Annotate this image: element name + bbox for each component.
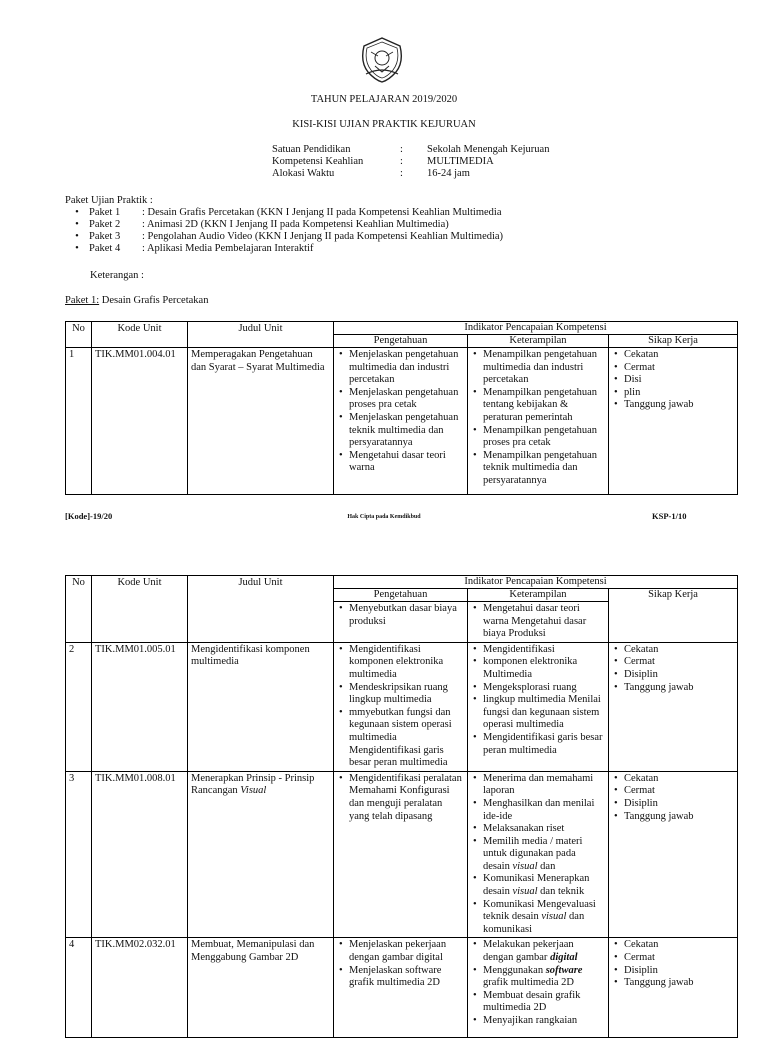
list-item: • Melakukan pekerjaan dengan gambar digital bbox=[471, 939, 605, 964]
info-row bbox=[272, 156, 549, 168]
list-item: • Menjelaskan pengetahuan proses pra cetak bbox=[337, 387, 464, 412]
info-block bbox=[272, 144, 549, 180]
cell-judul: Membuat, Memanipulasi dan Menggabung Gambar 2D bbox=[188, 938, 334, 1038]
list-item: • Menghasilkan dan menilai ide-ide bbox=[471, 798, 605, 823]
list-item: • komponen elektronika Multimedia bbox=[471, 656, 605, 681]
list-item: • Paket 1 : Desain Grafis Percetakan (KKN I Jenjang II pada Kompetensi Keahlian Multimedia bbox=[75, 207, 502, 218]
cell-no: 3 bbox=[66, 771, 92, 938]
list-item: • Cekatan bbox=[612, 349, 734, 362]
list-item: • Cermat bbox=[612, 362, 734, 375]
list-item: • Tanggung jawab bbox=[612, 811, 734, 824]
info-sep: : bbox=[400, 156, 403, 167]
list-item: • Tanggung jawab bbox=[612, 682, 734, 695]
cell-keterampilan bbox=[468, 642, 609, 771]
cell-kode: TIK.MM01.008.01 bbox=[92, 771, 188, 938]
info-sep: : bbox=[400, 144, 403, 155]
list-item: • mmyebutkan fungsi dan kegunaan sistem operasi multimedia Mengidentifikasi garis besar peran multimedia bbox=[337, 707, 464, 770]
info-value: 16-24 jam bbox=[427, 168, 470, 179]
list-item: • Menggunakan software grafik multimedia 2D bbox=[471, 965, 605, 990]
list-item: • Komunikasi Mengevaluasi teknik desain visual dan komunikasi bbox=[471, 899, 605, 937]
list-item: • Komunikasi Menerapkan desain visual dan teknik bbox=[471, 873, 605, 898]
list-item: • Cekatan bbox=[612, 644, 734, 657]
cell-judul: Memperagakan Pengetahuan dan Syarat – Syarat Multimedia bbox=[188, 348, 334, 495]
col-header-pengetahuan: Pengetahuan bbox=[334, 335, 468, 348]
info-key: Kompetensi Keahlian bbox=[272, 156, 364, 167]
cell-no: 2 bbox=[66, 642, 92, 771]
table-row bbox=[66, 348, 738, 495]
list-item: • Menyajikan rangkaian bbox=[471, 1015, 605, 1028]
col-header-judul: Judul Unit bbox=[188, 576, 334, 643]
cell-pengetahuan bbox=[334, 348, 468, 495]
list-item: • plin bbox=[612, 387, 734, 400]
cell-sikap bbox=[609, 771, 738, 938]
list-item: • Mengidentifikasi garis besar peran multimedia bbox=[471, 732, 605, 757]
footer-code: [Kode]-19/20 bbox=[65, 511, 113, 521]
info-sep: : bbox=[400, 168, 403, 179]
list-item: • Disiplin bbox=[612, 669, 734, 682]
cell-kode: TIK.MM01.005.01 bbox=[92, 642, 188, 771]
list-item: • Menampilkan pengetahuan teknik multimedia dan persyaratannya bbox=[471, 450, 605, 488]
list-item: • Menjelaskan pengetahuan teknik multimedia dan persyaratannya bbox=[337, 412, 464, 450]
list-item: • Menjelaskan pekerjaan dengan gambar digital bbox=[337, 939, 464, 964]
list-item: • Paket 3 : Pengolahan Audio Video (KKN I Jenjang II pada Kompetensi Keahlian Multimedia) bbox=[75, 231, 504, 242]
list-item: • Mengidentifikasi bbox=[471, 644, 605, 657]
cell-keterampilan bbox=[468, 348, 609, 495]
paket1-heading: Paket 1: Desain Grafis Percetakan bbox=[65, 295, 209, 306]
document-year-title: TAHUN PELAJARAN 2019/2020 bbox=[310, 94, 458, 105]
col-header-kode: Kode Unit bbox=[92, 576, 188, 643]
col-header-sikap: Sikap Kerja bbox=[609, 589, 738, 643]
list-item: • Menerima dan memahami laporan bbox=[471, 773, 605, 798]
list-item: • Menampilkan pengetahuan multimedia dan industri percetakan bbox=[471, 349, 605, 387]
list-item: • Mengetahui dasar teori warna bbox=[337, 450, 464, 475]
info-value: Sekolah Menengah Kejuruan bbox=[427, 144, 550, 155]
list-item: • Mengetahui dasar teori warna Mengetahui dasar biaya Produksi bbox=[471, 603, 605, 641]
list-item: • Menyebutkan dasar biaya produksi bbox=[337, 603, 464, 628]
cell-pengetahuan bbox=[334, 938, 468, 1038]
footer-page: KSP-1/10 bbox=[652, 511, 687, 521]
cell-pengetahuan bbox=[334, 642, 468, 771]
col-header-no: No bbox=[66, 322, 92, 348]
cell-no: 1 bbox=[66, 348, 92, 495]
document-subtitle: KISI-KISI UJIAN PRAKTIK KEJURUAN bbox=[292, 119, 476, 130]
kisi-table-page2 bbox=[65, 575, 738, 1038]
kisi-table-page1 bbox=[65, 321, 738, 495]
cell-sikap bbox=[609, 348, 738, 495]
list-item: • Mengidentifikasi peralatan Memahami Konfigurasi dan menguji peralatan yang telah dipasang bbox=[337, 773, 464, 823]
col-header-no: No bbox=[66, 576, 92, 643]
col-header-pengetahuan: Pengetahuan bbox=[334, 589, 468, 602]
table-row bbox=[66, 771, 738, 938]
col-header-indikator: Indikator Pencapaian Kompetensi bbox=[334, 322, 738, 335]
list-item: • Mendeskripsikan ruang lingkup multimedia bbox=[337, 682, 464, 707]
list-item: • Memilih media / materi untuk digunakan pada desain visual dan bbox=[471, 836, 605, 874]
list-item: • lingkup multimedia Menilai fungsi dan kegunaan sistem operasi multimedia bbox=[471, 694, 605, 732]
list-item: • Paket 2 : Animasi 2D (KKN I Jenjang II pada Kompetensi Keahlian Multimedia) bbox=[75, 219, 449, 230]
paket-list-section bbox=[65, 195, 503, 255]
cell-kode: TIK.MM01.004.01 bbox=[92, 348, 188, 495]
list-item: • Menjelaskan software grafik multimedia 2D bbox=[337, 965, 464, 990]
list-item: • Menampilkan pengetahuan tentang kebijakan & peraturan pemerintah bbox=[471, 387, 605, 425]
cell-judul: Mengidentifikasi komponen multimedia bbox=[188, 642, 334, 771]
list-item: • Mengidentifikasi komponen elektronika multimedia bbox=[337, 644, 464, 682]
list-item: • Melaksanakan riset bbox=[471, 823, 605, 836]
cell-kode: TIK.MM02.032.01 bbox=[92, 938, 188, 1038]
list-item: • Membuat desain grafik multimedia 2D bbox=[471, 990, 605, 1015]
list-item: • Disiplin bbox=[612, 965, 734, 978]
cell-judul: Menerapkan Prinsip - Prinsip Rancangan Visual bbox=[188, 771, 334, 938]
footer-copyright: Hak Cipta pada Kemdikbud bbox=[347, 514, 421, 520]
list-item: • Cermat bbox=[612, 952, 734, 965]
list-item: • Cermat bbox=[612, 656, 734, 669]
info-row bbox=[272, 168, 549, 180]
col-header-indikator: Indikator Pencapaian Kompetensi bbox=[334, 576, 738, 589]
cell-no: 4 bbox=[66, 938, 92, 1038]
tut-wuri-handayani-logo-icon bbox=[356, 36, 408, 84]
cell-keterampilan bbox=[468, 938, 609, 1038]
keterangan-label: Keterangan : bbox=[90, 270, 144, 281]
list-item: • Tanggung jawab bbox=[612, 977, 734, 990]
cell-pengetahuan bbox=[334, 602, 468, 643]
col-header-kode: Kode Unit bbox=[92, 322, 188, 348]
cell-pengetahuan bbox=[334, 771, 468, 938]
list-item: • Tanggung jawab bbox=[612, 399, 734, 412]
list-item: • Paket 4 : Aplikasi Media Pembelajaran Interaktif bbox=[75, 243, 314, 254]
list-item: • Disi bbox=[612, 374, 734, 387]
table-row bbox=[66, 938, 738, 1038]
list-item: • Cekatan bbox=[612, 939, 734, 952]
cell-keterampilan bbox=[468, 771, 609, 938]
cell-sikap bbox=[609, 938, 738, 1038]
col-header-sikap: Sikap Kerja bbox=[609, 335, 738, 348]
list-item: • Menjelaskan pengetahuan multimedia dan industri percetakan bbox=[337, 349, 464, 387]
list-item: • Cekatan bbox=[612, 773, 734, 786]
col-header-keterampilan: Keterampilan bbox=[468, 335, 609, 348]
info-key: Alokasi Waktu bbox=[272, 168, 335, 179]
list-item: • Disiplin bbox=[612, 798, 734, 811]
info-key: Satuan Pendidikan bbox=[272, 144, 351, 155]
list-item: • Mengeksplorasi ruang bbox=[471, 682, 605, 695]
table-row bbox=[66, 642, 738, 771]
paket-list bbox=[65, 207, 503, 255]
col-header-keterampilan: Keterampilan bbox=[468, 589, 609, 602]
info-row bbox=[272, 144, 549, 156]
info-value: MULTIMEDIA bbox=[427, 156, 494, 167]
col-header-judul: Judul Unit bbox=[188, 322, 334, 348]
cell-keterampilan bbox=[468, 602, 609, 643]
paket-heading: Paket Ujian Praktik : bbox=[65, 195, 153, 206]
list-item: • Menampilkan pengetahuan proses pra cetak bbox=[471, 425, 605, 450]
cell-sikap bbox=[609, 642, 738, 771]
list-item: • Cermat bbox=[612, 785, 734, 798]
